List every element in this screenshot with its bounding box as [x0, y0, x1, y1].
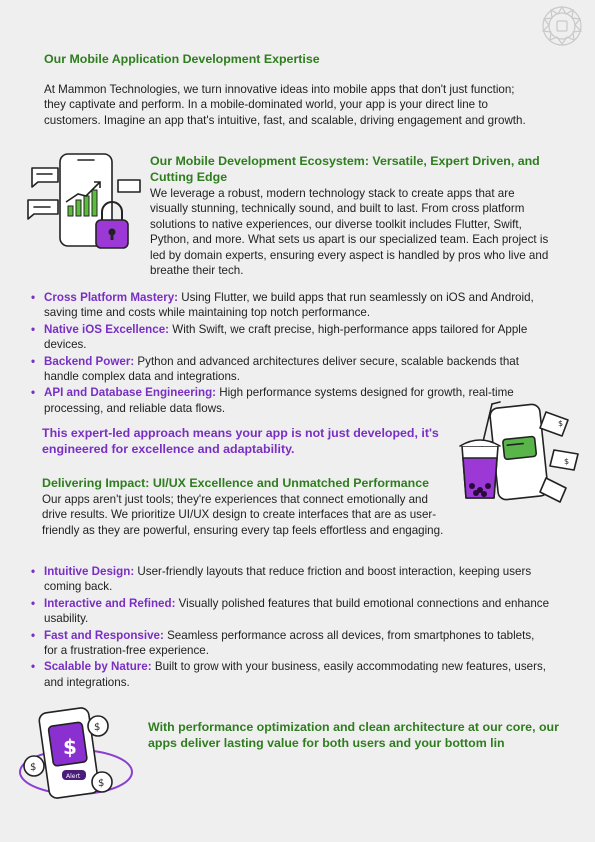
svg-text:$: $ — [94, 722, 101, 733]
page-title: Our Mobile Application Development Expertise — [44, 52, 320, 66]
impact-list — [31, 564, 551, 691]
list-item: • Intuitive Design: User-friendly layouts that reduce friction and boost interaction, keeping users coming back. — [31, 564, 551, 595]
phone-alert-badge: Alert — [66, 773, 81, 780]
svg-text:$: $ — [558, 419, 564, 428]
list-item: • API and Database Engineering: High performance systems designed for growth, real-time processing, and reliable data flows. — [31, 385, 541, 416]
closing-statement: With performance optimization and clean architecture at our core, our apps deliver lasting value for both users and your bottom lin — [148, 720, 559, 750]
callout-text: This expert-led approach means your app is not just developed, it's engineered for excellence and adaptability. — [42, 426, 439, 456]
list-item: • Fast and Responsive: Seamless performance across all devices, from smartphones to tablets, for a frustration-free experience. — [31, 628, 551, 659]
list-item: • Native iOS Excellence: With Swift, we craft precise, high-performance apps tailored for Apple devices. — [31, 322, 541, 353]
phone-chart-lock-illustration — [26, 150, 146, 260]
company-logo-icon — [540, 4, 584, 48]
svg-text:$: $ — [564, 457, 570, 466]
impact-body: Our apps aren't just tools; they're experiences that connect emotionally and drive results. We prioritize UI/UX design to create interfaces that are as user-friendly as they are powerful, ensuring every tap feels effortless and engaging. — [42, 493, 444, 537]
list-item: • Backend Power: Python and advanced architectures deliver secure, scalable backends that handle complex data and integrations. — [31, 354, 541, 385]
svg-text:$: $ — [98, 778, 105, 789]
list-item: • Scalable by Nature: Built to grow with your business, easily accommodating new features, users, and integrations. — [31, 659, 551, 690]
dollar-phone-coins-illustration — [14, 702, 138, 810]
impact-heading: Delivering Impact: UI/UX Excellence and Unmatched Performance — [42, 476, 429, 490]
ecosystem-body: We leverage a robust, modern technology stack to create apps that are visually stunning, technically sound, and built to last. From cross platform solutions to native experiences, our diverse toolkit includes Flutter, Swift, Python, and more. What sets us apart is our specialized team. Each project is led by domain experts, ensuring every aspect is handled by pros who live and breathe their tech. — [150, 187, 549, 278]
ecosystem-list — [31, 290, 541, 417]
list-item: • Interactive and Refined: Visually polished features that build emotional connections and enhance usability. — [31, 596, 551, 627]
intro-paragraph: At Mammon Technologies, we turn innovative ideas into mobile apps that don't just function; they captivate and perform. In a mobile-dominated world, your app is your direct line to customers. Imagine an app that's intuitive, fast, and scalable, driving engagement and growth. — [44, 83, 526, 127]
bubble-tea-phone-payment-illustration — [454, 400, 590, 510]
svg-text:$: $ — [30, 762, 37, 773]
list-item: • Cross Platform Mastery: Using Flutter, we build apps that run seamlessly on iOS and Android, saving time and costs while maintaining top notch performance. — [31, 290, 541, 321]
ecosystem-heading: Our Mobile Development Ecosystem: Versatile, Expert Driven, and Cutting Edge — [150, 154, 540, 184]
svg-text:$: $ — [63, 735, 77, 759]
